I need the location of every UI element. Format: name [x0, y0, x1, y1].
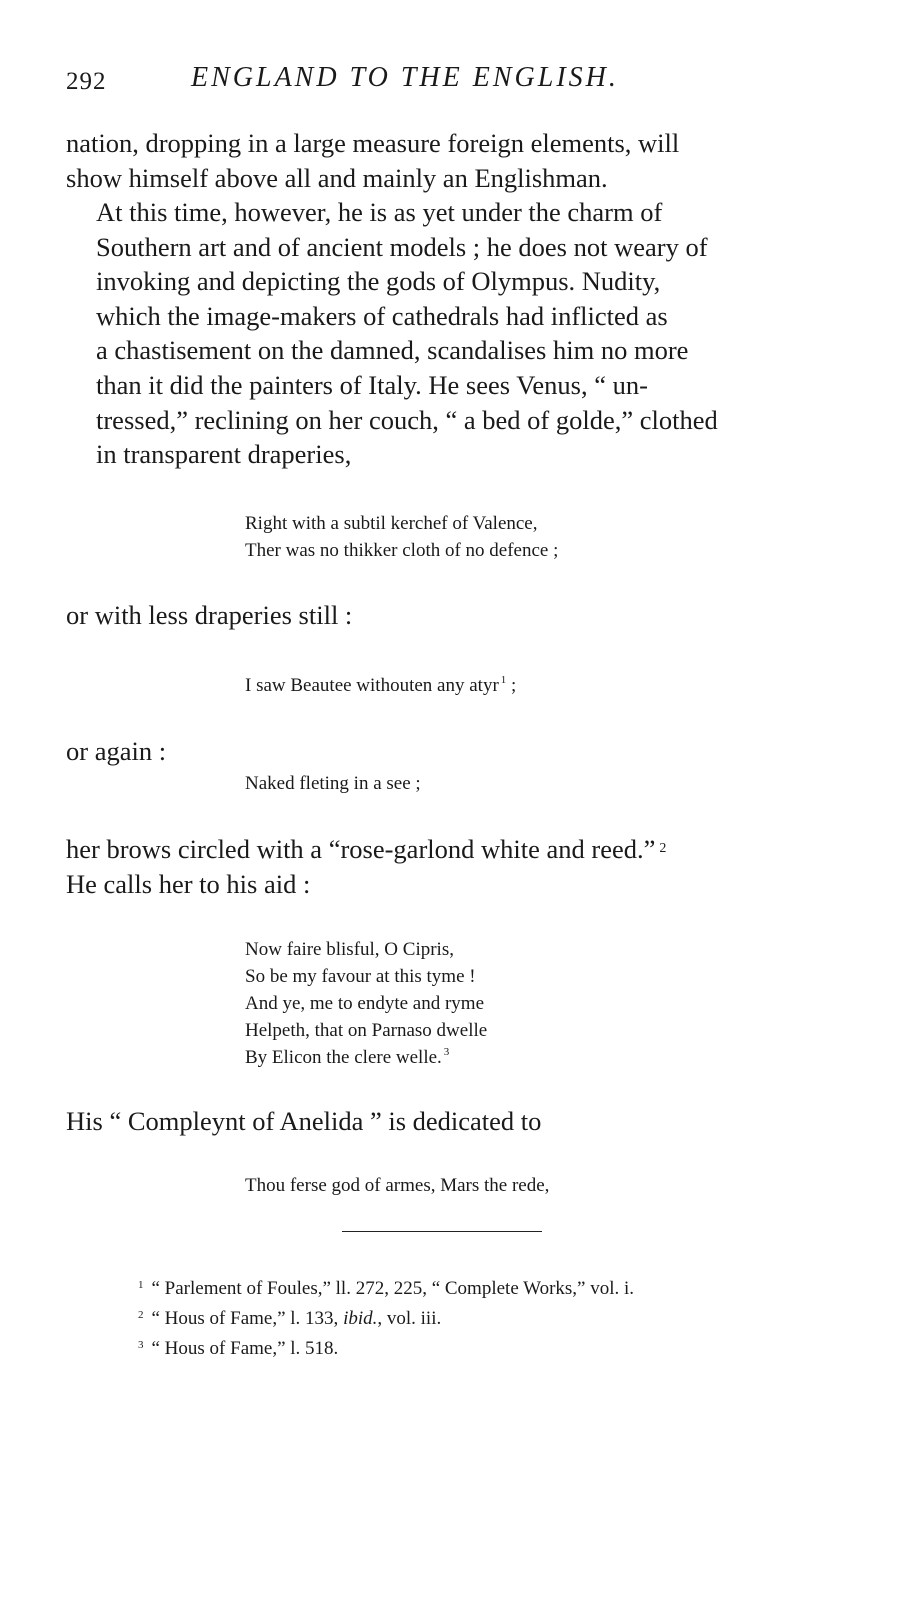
paragraph-1	[66, 126, 806, 195]
verse-line	[245, 1044, 487, 1071]
verse-quote-1	[245, 510, 558, 564]
text-line: invoking and depicting the gods of Olympus. Nudity,	[96, 266, 661, 297]
text-line: or with less draperies still :	[66, 600, 353, 630]
footnote-text: , vol. iii.	[377, 1308, 442, 1329]
text-line: His “ Compleynt of Anelida ” is dedicated to	[66, 1106, 542, 1136]
verse-line: Thou ferse god of armes, Mars the rede,	[245, 1175, 550, 1196]
verse-line: And ye, me to endyte and ryme	[245, 993, 485, 1014]
text-line: than it did the painters of Italy. He sees Venus, “ un-	[96, 369, 648, 400]
paragraph-5	[66, 832, 806, 901]
verse-text: I saw Beautee withouten any atyr	[245, 675, 499, 696]
footnotes	[138, 1272, 818, 1362]
verse-line: Right with a subtil kerchef of Valence,	[245, 513, 538, 534]
footnote-1	[138, 1272, 818, 1302]
verse-text: ;	[506, 675, 517, 696]
verse-line: Now faire blisful, O Cipris,	[245, 939, 454, 960]
text-line: nation, dropping in a large measure foreign elements, will	[66, 128, 680, 158]
paragraph-6	[66, 1104, 806, 1139]
text-line: a chastisement on the damned, scandalises him no more	[96, 335, 689, 366]
text-line: which the image-makers of cathedrals had inflicted as	[96, 300, 668, 331]
footnote-text: “ Hous of Fame,” l. 133,	[151, 1308, 339, 1329]
footnote-divider	[342, 1231, 542, 1232]
page-number: 292	[66, 68, 107, 95]
verse-line	[245, 672, 516, 699]
footnote-text: “ Parlement of Foules,” ll. 272, 225, “ Complete Works,” vol. i.	[151, 1278, 635, 1299]
footnote-mark: 1	[138, 1279, 144, 1291]
footnote-ref: 1	[500, 674, 507, 686]
text-line: At this time, however, he is as yet under the charm of	[96, 197, 663, 227]
running-head	[66, 62, 826, 102]
text-line: in transparent draperies,	[96, 439, 352, 470]
verse-quote-2	[245, 672, 516, 699]
footnote-ref: 3	[443, 1046, 450, 1058]
text-line: show himself above all and mainly an Englishman.	[66, 162, 608, 193]
text-line: tressed,” reclining on her couch, “ a bed of golde,” clothed	[96, 404, 718, 435]
paragraph-4	[66, 734, 806, 769]
verse-line: Helpeth, that on Parnaso dwelle	[245, 1020, 488, 1041]
verse-line: So be my favour at this tyme !	[245, 966, 476, 987]
footnote-text: “ Hous of Fame,” l. 518.	[151, 1338, 339, 1359]
paragraph-3	[66, 598, 806, 633]
paragraph-2	[66, 195, 806, 472]
verse-line: Naked fleting in a see ;	[245, 773, 421, 794]
running-title: ENGLAND TO THE ENGLISH.	[191, 62, 619, 93]
verse-text: By Elicon the clere welle.	[245, 1047, 442, 1068]
verse-line: Ther was no thikker cloth of no defence ;	[245, 540, 559, 561]
text-line: Southern art and of ancient models ; he does not weary of	[96, 231, 708, 262]
footnote-italic: ibid.	[343, 1308, 378, 1329]
text-line: He calls her to his aid :	[66, 868, 311, 899]
verse-quote-5	[245, 1172, 549, 1199]
verse-quote-4	[245, 936, 487, 1071]
footnote-2	[138, 1302, 818, 1332]
footnote-3	[138, 1332, 818, 1362]
text-line: or again :	[66, 736, 167, 766]
footnote-mark: 3	[138, 1339, 144, 1351]
verse-quote-3	[245, 770, 421, 797]
text-line	[66, 832, 806, 867]
footnote-mark: 2	[138, 1309, 144, 1321]
text-line-content: her brows circled with a “rose-garlond white and reed.”	[66, 834, 656, 864]
footnote-ref: 2	[659, 841, 667, 856]
